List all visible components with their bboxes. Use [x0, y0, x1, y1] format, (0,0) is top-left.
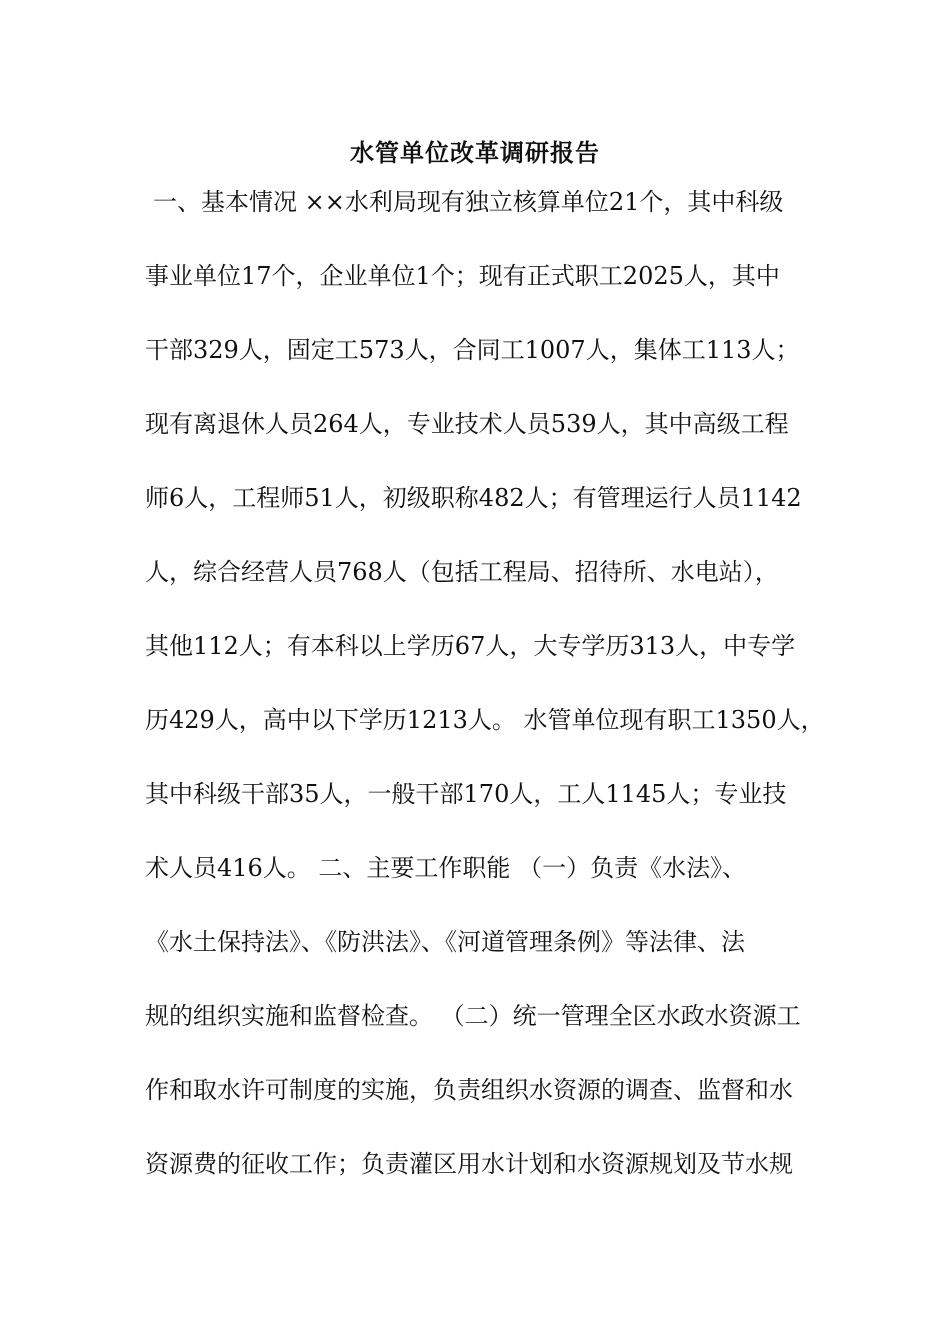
body-line: 历429人，高中以下学历1213人。 水管单位现有职工1350人， — [145, 706, 825, 734]
body-line: 规的组织实施和监督检查。 （二）统一管理全区水政水资源工 — [145, 1002, 801, 1030]
body-line: 干部329人，固定工573人，合同工1007人，集体工113人； — [145, 336, 800, 364]
body-line: 资源费的征收工作；负责灌区用水计划和水资源规划及节水规 — [145, 1150, 793, 1178]
body-line: 现有离退休人员264人，专业技术人员539人，其中高级工程 — [145, 410, 789, 438]
body-line: 其中科级干部35人，一般干部170人，工人1145人；专业技 — [145, 780, 787, 808]
body-line: 作和取水许可制度的实施，负责组织水资源的调查、监督和水 — [145, 1076, 793, 1104]
body-line: 术人员416人。 二、主要工作职能 （一）负责《水法》、 — [145, 854, 747, 882]
body-line: 人，综合经营人员768人（包括工程局、招待所、水电站）， — [145, 558, 779, 586]
body-line: 事业单位17个，企业单位1个；现有正式职工2025人，其中 — [145, 262, 780, 290]
body-line: 《水土保持法》、《防洪法》、《河道管理条例》等法律、法 — [145, 928, 745, 956]
body-line: 一、基本情况 ××水利局现有独立核算单位21个，其中科级 — [153, 188, 784, 216]
body-line: 师6人，工程师51人，初级职称482人；有管理运行人员1142 — [145, 484, 802, 512]
document-title: 水管单位改革调研报告 — [350, 138, 600, 167]
document-body — [145, 182, 835, 1218]
body-line: 其他112人；有本科以上学历67人，大专学历313人，中专学 — [145, 632, 796, 660]
